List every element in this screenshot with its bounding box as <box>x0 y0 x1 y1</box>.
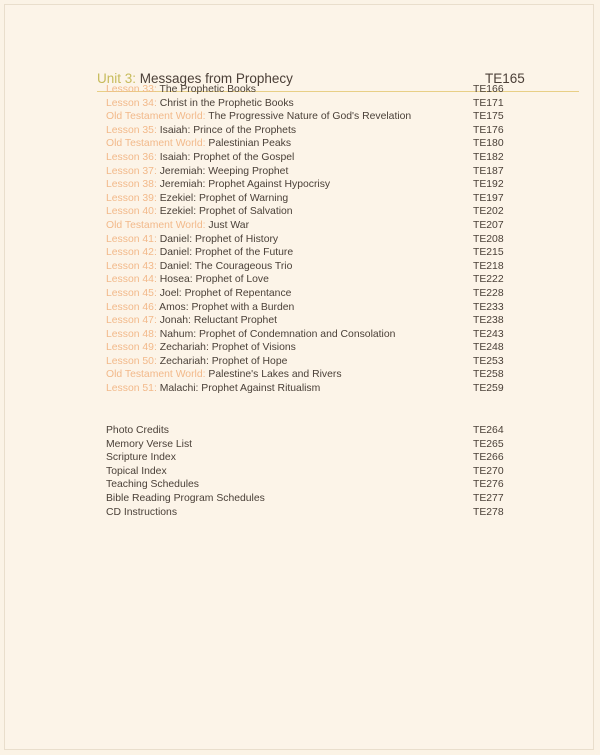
back-matter-page-number: TE265 <box>473 438 504 450</box>
back-matter-entry <box>106 451 504 465</box>
entry-prefix: Lesson 40: <box>106 206 157 218</box>
entry-prefix: Lesson 42: <box>106 247 157 259</box>
back-matter-entry <box>106 492 504 506</box>
toc-entry <box>106 314 504 328</box>
entry-prefix: Lesson 33: <box>106 84 157 95</box>
entry-prefix: Old Testament World: <box>106 138 206 150</box>
back-matter-entry <box>106 478 504 492</box>
entry-title: Isaiah: Prince of the Prophets <box>159 124 297 136</box>
entry-page-number: TE222 <box>473 274 504 286</box>
entry-page-number: TE238 <box>473 315 504 327</box>
back-matter-entry <box>106 465 504 479</box>
toc-entry <box>106 382 504 396</box>
entry-page-number: TE187 <box>473 165 504 177</box>
toc-entry <box>106 355 504 369</box>
toc-entry <box>106 341 504 355</box>
entry-prefix: Lesson 34: <box>106 97 157 109</box>
entry-title: Amos: Prophet with a Burden <box>159 301 295 313</box>
entry-page-number: TE202 <box>473 206 504 218</box>
toc-entry <box>106 273 504 287</box>
entry-prefix: Lesson 38: <box>106 179 157 191</box>
entry-prefix: Lesson 39: <box>106 192 157 204</box>
entry-prefix: Lesson 49: <box>106 342 157 354</box>
unit-title: Messages from Prophecy <box>139 71 293 86</box>
entry-prefix: Lesson 37: <box>106 165 157 177</box>
entry-prefix: Lesson 50: <box>106 355 157 367</box>
back-matter-title: Teaching Schedules <box>106 479 200 491</box>
back-matter-page-number: TE278 <box>473 506 504 518</box>
back-matter-page-number: TE270 <box>473 465 504 477</box>
entry-page-number: TE218 <box>473 260 504 272</box>
entry-page-number: TE192 <box>473 179 504 191</box>
entry-prefix: Old Testament World: <box>106 369 206 381</box>
entry-prefix: Lesson 47: <box>106 315 157 327</box>
entry-title: Zechariah: Prophet of Visions <box>159 342 296 354</box>
toc-entry <box>106 219 504 233</box>
entry-page-number: TE259 <box>473 383 504 395</box>
entry-prefix: Lesson 43: <box>106 260 157 272</box>
back-matter-entry <box>106 438 504 452</box>
toc-entry <box>106 83 504 97</box>
entry-title: Palestine's Lakes and Rivers <box>208 369 342 381</box>
entry-title: Jeremiah: Prophet Against Hypocrisy <box>159 179 331 191</box>
entry-page-number: TE175 <box>473 111 504 123</box>
table-of-contents <box>106 83 504 396</box>
back-matter-page-number: TE276 <box>473 479 504 491</box>
entry-prefix: Lesson 45: <box>106 287 157 299</box>
entry-page-number: TE228 <box>473 287 504 299</box>
toc-entry <box>106 328 504 342</box>
entry-prefix: Lesson 44: <box>106 274 157 286</box>
unit-label: Unit 3: <box>97 71 137 86</box>
entry-title: The Progressive Nature of God's Revelation <box>208 111 412 123</box>
back-matter-list <box>106 424 504 519</box>
toc-entry <box>106 287 504 301</box>
entry-page-number: TE215 <box>473 247 504 259</box>
entry-title: Joel: Prophet of Repentance <box>159 287 292 299</box>
toc-entry <box>106 192 504 206</box>
entry-page-number: TE182 <box>473 151 504 163</box>
back-matter-entry <box>106 506 504 520</box>
entry-prefix: Lesson 46: <box>106 301 157 313</box>
entry-title: The Prophetic Books <box>159 84 257 95</box>
entry-page-number: TE180 <box>473 138 504 150</box>
entry-title: Zechariah: Prophet of Hope <box>159 355 288 367</box>
toc-entry <box>106 260 504 274</box>
toc-entry <box>106 368 504 382</box>
entry-prefix: Lesson 41: <box>106 233 157 245</box>
entry-title: Jeremiah: Weeping Prophet <box>159 165 289 177</box>
entry-title: Isaiah: Prophet of the Gospel <box>159 151 295 163</box>
entry-title: Ezekiel: Prophet of Salvation <box>159 206 293 218</box>
entry-page-number: TE166 <box>473 84 504 95</box>
entry-prefix: Lesson 36: <box>106 151 157 163</box>
toc-entry <box>106 205 504 219</box>
entry-page-number: TE207 <box>473 219 504 231</box>
entry-title: Daniel: The Courageous Trio <box>159 260 293 272</box>
entry-title: Hosea: Prophet of Love <box>159 274 269 286</box>
entry-title: Palestinian Peaks <box>208 138 292 150</box>
entry-page-number: TE171 <box>473 97 504 109</box>
entry-page-number: TE208 <box>473 233 504 245</box>
back-matter-title: Topical Index <box>106 465 167 477</box>
back-matter-title: Photo Credits <box>106 425 169 436</box>
toc-entry <box>106 165 504 179</box>
back-matter-title: Memory Verse List <box>106 438 193 450</box>
entry-prefix: Old Testament World: <box>106 219 206 231</box>
entry-page-number: TE233 <box>473 301 504 313</box>
entry-page-number: TE258 <box>473 369 504 381</box>
entry-title: Daniel: Prophet of the Future <box>159 247 294 259</box>
entry-title: Just War <box>208 219 250 231</box>
entry-prefix: Lesson 35: <box>106 124 157 136</box>
back-matter-title: Scripture Index <box>106 452 176 464</box>
entry-page-number: TE248 <box>473 342 504 354</box>
entry-title: Nahum: Prophet of Condemnation and Consolation <box>159 328 396 340</box>
toc-entry <box>106 233 504 247</box>
toc-entry <box>106 137 504 151</box>
toc-entry <box>106 124 504 138</box>
entry-page-number: TE243 <box>473 328 504 340</box>
entry-prefix: Lesson 51: <box>106 383 157 395</box>
back-matter-entry <box>106 424 504 438</box>
toc-entry <box>106 110 504 124</box>
back-matter-page-number: TE266 <box>473 452 504 464</box>
entry-page-number: TE253 <box>473 355 504 367</box>
back-matter-page-number: TE277 <box>473 492 504 504</box>
toc-entry <box>106 97 504 111</box>
entry-title: Christ in the Prophetic Books <box>159 97 294 109</box>
back-matter-title: Bible Reading Program Schedules <box>106 492 265 504</box>
entry-page-number: TE176 <box>473 124 504 136</box>
entry-title: Ezekiel: Prophet of Warning <box>159 192 289 204</box>
toc-entry <box>106 178 504 192</box>
back-matter-page-number: TE264 <box>473 425 504 436</box>
entry-title: Daniel: Prophet of History <box>159 233 279 245</box>
entry-title: Jonah: Reluctant Prophet <box>159 315 277 327</box>
toc-entry <box>106 246 504 260</box>
entry-page-number: TE197 <box>473 192 504 204</box>
toc-entry <box>106 151 504 165</box>
toc-entry <box>106 301 504 315</box>
back-matter-title: CD Instructions <box>106 506 178 518</box>
unit-page-number: TE165 <box>485 71 525 86</box>
entry-prefix: Old Testament World: <box>106 111 206 123</box>
entry-title: Malachi: Prophet Against Ritualism <box>159 383 321 395</box>
entry-prefix: Lesson 48: <box>106 328 157 340</box>
